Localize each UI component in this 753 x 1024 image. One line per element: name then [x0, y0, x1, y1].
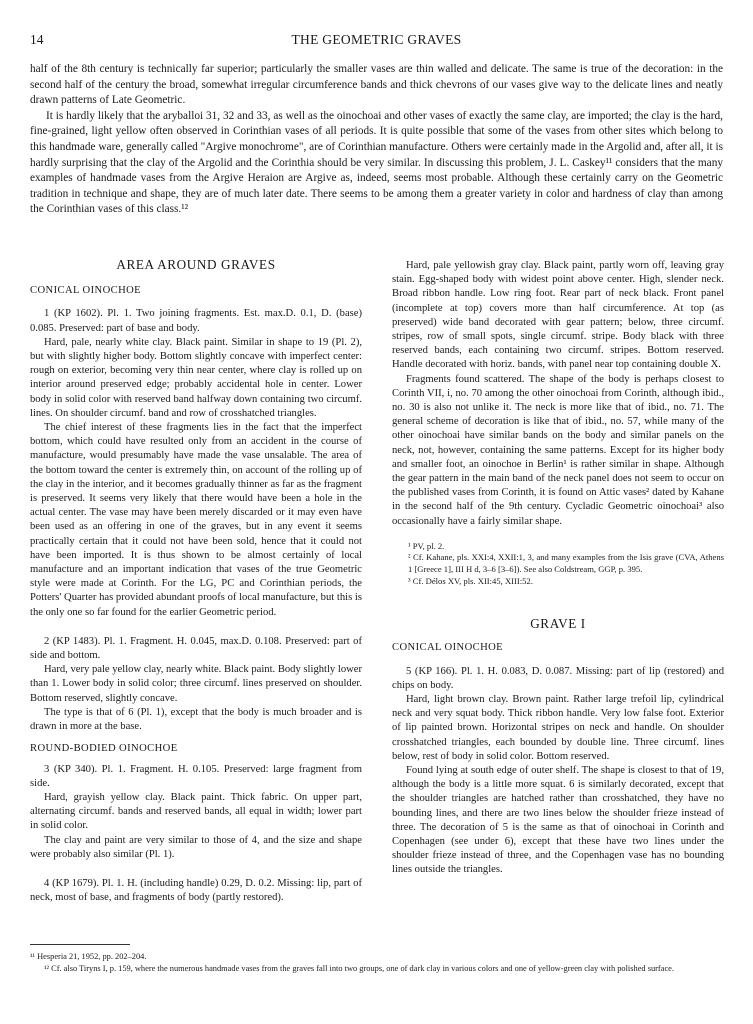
footnote-3: ³ Cf. Délos XV, pls. XII:45, XIII:52. [408, 575, 533, 586]
paragraph: It is hardly likely that the aryballoi 31, 32 and 33, as well as the oinochoai and other vases of exactly the same clay, are imported; the clay is the hard, fine-grained, light yellow often observed in Corinthian vases of all periods. It is quite possible that some of the vases from other sites which belong to this handmade ware, generally called "Argive monochrome", are of Corinthian manufacture. Others were certainly made in the Argolid and, after all, it is hardly surprising that the clay of the Argolid and the Corinthia should be very similar. In discussing this problem, J. L. Caskey¹¹ considers that the many examples of handmade vases from the Argive Heraion are Argive as, indeed, seems most probable. Although these certainly carry on the Geometric tradition in technique and shape, they are of much later date. There seems to be among them a greater variety in color and hardness of clay than among the Corinthian vases of this class.¹² [30, 109, 723, 216]
footnote-rule [30, 944, 130, 945]
left-column [30, 258, 362, 905]
section-heading-area-around-graves: AREA AROUND GRAVES [116, 257, 276, 272]
subheading-conical-oinochoe: CONICAL OINOCHOE [392, 642, 504, 654]
footnote-11: ¹¹ Hesperia 21, 1952, pp. 202–204. [30, 952, 147, 961]
catalog-entry-4: 4 (KP 1679). Pl. 1. H. (including handle) 0.29, D. 0.2. Missing: lip, part of neck, most of base, and fragments of body (partly restored). [30, 877, 362, 904]
catalog-discussion: Fragments found scattered. The shape of the body is perhaps closest to Corinth VII, i, no. 70 among the other oinochoai from Corinth, although ibid., no. 30 is also not unlike it. The neck is more like that of ibid., no. 71. The general scheme of decoration is like that of ibid., no. 57, while many of the other oinochoai have similar bands on the body and similar panels on the neck, not, however, containing the same patterns. Except for its higher body and smaller foot, an oinochoe in Berlin¹ is rather similar in shape. Although the gear pattern in the main band of the neck panel does not seem to occur on the published vases from Corinth, it is found on Attic vases² dated by Kahane in the second half of the 9th century. Cycladic Geometric oinochoai³ also occasionally have a fairly similar shape. [392, 373, 724, 527]
footnote-12: ¹² Cf. also Tiryns I, p. 159, where the numerous handmade vases from the graves fall into two groups, one of dark clay in various colors and one of yellow-green clay with polished surface. [44, 964, 674, 973]
catalog-discussion: The clay and paint are very similar to those of 4, and the size and shape were probably also similar (Pl. 1). [30, 834, 362, 860]
subheading-conical-oinochoe: CONICAL OINOCHOE [30, 285, 142, 297]
catalog-entry-3: 3 (KP 340). Pl. 1. Fragment. H. 0.105. Preserved: large fragment from side. [30, 763, 362, 789]
paragraph: half of the 8th century is technically far superior; particularly the smaller vases are thin walled and delicate. The same is true of the decoration: in the second half of the century the broad, somewhat irregular circumference bands and thick chevrons of our vases give way to the delicate lines and neatly drawn patterns of Late Geometric. [30, 63, 723, 107]
column-footnotes [392, 541, 724, 587]
catalog-description: Hard, very pale yellow clay, nearly white. Black paint. Body slightly lower than 1. Lower body in solid color; three circumf. lines preserved on shoulder. Bottom reserved, slightly concave. [30, 664, 362, 704]
running-head: THE GEOMETRIC GRAVES [291, 32, 462, 47]
subheading-round-bodied-oinochoe: ROUND-BODIED OINOCHOE [30, 743, 178, 755]
catalog-description: Hard, light brown clay. Brown paint. Rather large trefoil lip, cylindrical neck and very squat body. Thick ribbon handle. Very low false foot. Exterior of lip painted brown. Horizontal stripes on neck and handle. On shoulder crosshatched triangles, each bounded by double line. Three circumf. lines below, rest of body in solid color. Bottom reserved. [392, 694, 724, 762]
catalog-description: Hard, grayish yellow clay. Black paint. Thick fabric. On upper part, alternating circumf. bands and reserved bands, all equal in width; lower part in solid color. [30, 791, 362, 832]
intro-text [30, 62, 723, 218]
footnote-1: ¹ PV, pl. 2. [408, 540, 445, 551]
catalog-entry-2: 2 (KP 1483). Pl. 1. Fragment. H. 0.045, max.D. 0.108. Preserved: part of side and bottom. [30, 635, 362, 662]
catalog-discussion: Found lying at south edge of outer shelf. The shape is closest to that of 19, although the body is a little more squat. 6 is similarly decorated, except that the shoulder triangles are hatched rather than crosshatched, they have no bounding lines, and there are two lines below the shoulder frieze instead of three. The decoration of 5 is the same as that of oinochoai in Corinth and Copenhagen (see under 6), except that these have two lines under the shoulder frieze instead of three, and the Copenhagen vase has no bounding lines outside the triangles. [392, 765, 724, 876]
catalog-entry-1: 1 (KP 1602). Pl. 1. Two joining fragments. Est. max.D. 0.1, D. (base) 0.085. Preserved: part of base and body. [30, 308, 362, 334]
catalog-discussion: The type is that of 6 (Pl. 1), except that the body is much broader and is drawn in more at the base. [30, 706, 362, 733]
catalog-entry-5: 5 (KP 166). Pl. 1. H. 0.083, D. 0.087. Missing: part of lip (restored) and chips on body. [392, 665, 724, 691]
right-column [392, 259, 724, 878]
page-number: 14 [30, 32, 44, 47]
catalog-discussion: The chief interest of these fragments lies in the fact that the imperfect bottom, which could have resulted only from an accident in the course of manufacture, would presumably have made the vase unsalable. The area of the bottom toward the center is extremely thin, on account of the rolling up of the clay in the interior, and it becomes gradually thinner as far as the fragment is preserved. It seems very likely that there would have been a hole in the actual center. The vase may have been merely discarded or it may even have been used as an offering in one of the graves, but in any event it seems practically certain that it could not have been sold, hence that it could not have been imported. It is thus shown to be almost certainly of local manufacture and an important indication that vases of the true Geometric style were made at Corinth. For the LG, PC and Corinthian periods, the Potters' Quarter has provided abundant proofs of local manufacture, but this is the only one so far found for the earlier Geometric period. [30, 422, 362, 618]
footnote-2: ² Cf. Kahane, pls. XXI:4, XXII:1, 3, and many examples from the Isis grave (CVA, Athens 1 [Greece 1], III H d, 3–6 [3–6]). See also Coldstream, GGP, p. 395. [408, 552, 724, 575]
section-heading-grave-i: GRAVE I [530, 616, 586, 632]
catalog-description: Hard, pale yellowish gray clay. Black paint, partly worn off, leaving gray stain. Egg-shaped body with widest point above center. High, slender neck. Broad ribbon handle. Low ring foot. Rear part of neck black. Front panel (incomplete at top) covers more than half circumference. At top (as preserved) wide band decorated with gear pattern; below, three circumf. stripes, row of small spots, single circumf. stripe. Body black with three reserved bands, each containing two circumf. stripes. Bottom reserved. Handle decorated with horiz. bands, with panel near top containing double X. [392, 260, 724, 371]
catalog-description: Hard, pale, nearly white clay. Black paint. Similar in shape to 19 (Pl. 2), but with slightly higher body. Bottom slightly concave with imperfect center: rough on exterior, becoming very thin near center, where clay is rolled up on interior around preserved edge; probably accidental hole in center. Lower body in solid color with reserved band halfway down containing two circumf. lines. On shoulder circumf. band and row of crosshatched triangles. [30, 336, 362, 419]
